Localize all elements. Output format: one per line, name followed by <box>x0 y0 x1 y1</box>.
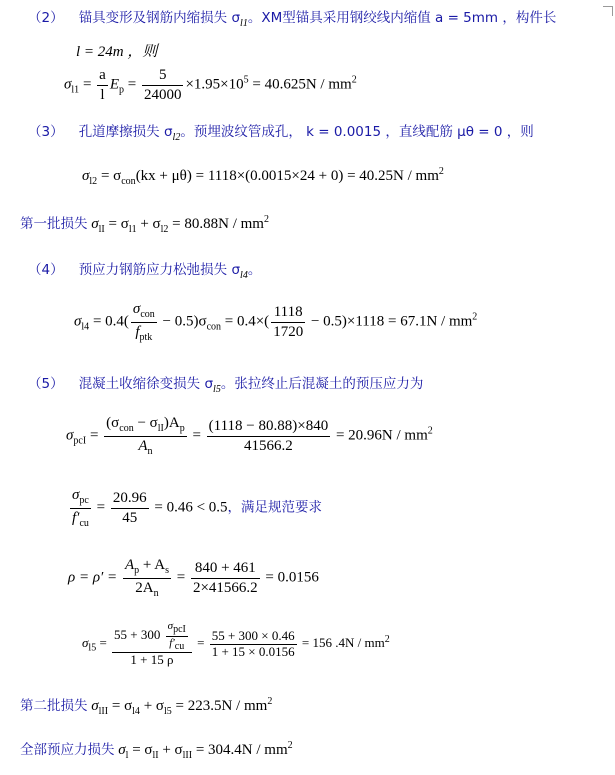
sec5-heading <box>28 372 423 395</box>
sec5-eq1: $\sigma_{pcI}$ = $\frac{(\sigma_{con} - \sigma_{lI})A_p}{A_n}$ = $\frac{(1118 - 80.88)\times 840}{41566.2}$ = $20.96N / mm^2$ <box>66 415 433 457</box>
sec2-eq-exp: 5 <box>243 74 249 86</box>
sec2-frac2-num: 5 <box>142 66 184 86</box>
sec4-frac1-den-sub: ptk <box>139 331 153 343</box>
sec4-heading <box>28 258 261 281</box>
batch2-label: 第二批损失 <box>20 698 88 714</box>
sec2-eq-result-sup: 2 <box>351 74 357 86</box>
sec3-text: 。预埋波纹管成孔， k = 0.0015 ，直线配筋 μθ = 0 ，则 <box>180 124 534 140</box>
total-sub3: lII <box>182 750 193 761</box>
sec2-eq-rest: ×1.95×10 <box>185 76 244 93</box>
sec5-eq1-lhs: σ <box>66 427 74 444</box>
batch1-line <box>20 212 269 235</box>
sec5-eq4-inner-frac <box>166 620 188 652</box>
sec5-eq3-frac1-num-mid: + A <box>139 557 166 573</box>
batch2-eq3: + σ <box>139 698 164 714</box>
sec2-frac2 <box>142 66 184 105</box>
sec5-eq3-result: = 0.0156 <box>261 569 319 586</box>
sec2-number: （2） <box>28 10 64 26</box>
sec5-eq2-frac2 <box>111 489 149 528</box>
sec2-eq-lhs-sub: l1 <box>71 84 80 96</box>
sec5-eq2-num: σ <box>72 487 80 503</box>
sec5-eq1-frac1-den-sub: n <box>147 445 153 457</box>
sec4-eq-a: = 0.4( <box>89 313 129 330</box>
sec5-eq3-frac2-den: 2×41566.2 <box>192 579 258 596</box>
sec5-eq3-frac1 <box>123 556 171 600</box>
total-line <box>20 738 293 761</box>
sec5-eq4-lhs: σ <box>82 635 89 651</box>
sec5-eq2-den-sub: cu <box>79 517 89 529</box>
batch1-sup: 2 <box>263 214 269 225</box>
sec3-eq-mid: = σ <box>97 168 122 184</box>
sec4-equation <box>74 300 477 344</box>
sec4-eq-c: = 0.4×( <box>221 313 270 330</box>
sec2-eq-lhs: σ <box>64 76 72 93</box>
sec5-eq1-frac1-num-sub1: con <box>119 423 134 434</box>
sec5-eq4-frac2-num: 55 + 300 × 0.46 <box>211 627 295 643</box>
sec2-frac1-den: l <box>100 86 105 103</box>
sec2-frac1-num: a <box>97 66 108 86</box>
sec5-eq1-frac1-num-sub3: p <box>179 423 185 434</box>
batch2-eq4: = 223.5N / mm <box>171 698 268 714</box>
sec5-eq2-frac2-den: 45 <box>122 509 138 526</box>
batch1-eq3: + σ <box>136 216 161 232</box>
sec5-eq3-frac1-num: A <box>124 557 135 573</box>
corner-mark <box>603 6 613 16</box>
sec5-eq1-frac2-num: (1118 − 80.88)×840 <box>207 417 331 437</box>
batch1-sub1: lI <box>98 224 105 235</box>
sec5-eq3-frac1-den-sub: n <box>153 587 159 599</box>
sec5-eq1-frac1-num-end: )A <box>163 415 180 431</box>
batch1-eq: σ <box>87 216 99 232</box>
sec2-equation <box>64 66 357 105</box>
sec2-title-sub: l1 <box>240 18 248 30</box>
total-eq2: = σ <box>128 742 153 758</box>
sec5-eq4-frac1 <box>112 620 192 668</box>
sec2-line2: l = 24m ，则 <box>76 44 158 60</box>
sec2-frac2-den: 24000 <box>143 86 182 103</box>
total-sub2: lI <box>152 750 159 761</box>
sec5-text: 。张拉终止后混凝土的预压应力为 <box>220 376 424 392</box>
sec4-eq-d: − 0.5)×1118 = 67.1N / mm <box>307 313 473 330</box>
batch1-eq2: = σ <box>104 216 129 232</box>
sec5-eq3-frac1-num-sub1: p <box>134 565 140 576</box>
sec2-heading <box>28 6 556 29</box>
sec2-text: 。XM型锚具采用钢绞线内缩值 a = 5mm ，构件长 <box>247 10 557 26</box>
sec5-title: 混凝土收缩徐变损失 σ <box>78 376 214 392</box>
sec5-title-sub: l5 <box>213 384 221 396</box>
sec4-title: 预应力钢筋应力松弛损失 σ <box>78 262 241 278</box>
batch2-sub2: l4 <box>132 706 140 717</box>
sec5-eq1-frac1-num: (σ <box>106 415 120 431</box>
sec2-eq-E-sub: p <box>119 84 124 96</box>
sec5-eq1-frac1-den: A <box>138 437 148 454</box>
sec5-eq3-frac1-num-sub2: s <box>165 565 169 576</box>
sec4-frac1-den: f <box>135 323 140 340</box>
sec4-title-sub: l4 <box>240 270 248 282</box>
batch2-sup: 2 <box>267 696 273 707</box>
sec5-eq2-den: f′ <box>72 509 80 526</box>
sec2-frac1 <box>97 66 108 105</box>
sec5-eq2-text: ，满足规范要求 <box>227 499 323 516</box>
sec5-eq2-frac2-num: 20.96 <box>111 489 149 509</box>
batch1-eq4: = 80.88N / mm <box>168 216 264 232</box>
sec3-eq-rest: (kx + μθ) = 1118×(0.0015×24 + 0) = 40.25N / mm <box>135 168 439 184</box>
total-eq3: + σ <box>158 742 183 758</box>
sec5-eq4: $\sigma_{l5}$ = 55 + 300 $\frac{\sigma_{pcI}}{f'_{cu}}$ 1 + 15 ρ = $\frac{55 + 300 \times 0.46}{1 + 15 \times 0.0156}$ = 156 $.4N / mm^2$ <box>82 620 390 668</box>
total-eq: σ <box>114 742 126 758</box>
total-sub1: l <box>125 750 129 761</box>
sec5-eq4-result: = 156 .4N / mm <box>298 635 385 651</box>
sec5-eq3-frac2-num: 840 + 461 <box>191 559 260 579</box>
sec5-eq3: ρ = ρ′ = $\frac{A_p + A_s}{2A_n}$ = $\frac{840 + 461}{2\times 41566.2}$ = 0.0156 <box>68 557 319 599</box>
sec5-eq4-frac2 <box>210 629 297 660</box>
sec4-frac2-den: 1720 <box>273 323 304 340</box>
sec4-number: （4） <box>28 262 64 278</box>
sec4-eq-lhs: σ <box>74 313 82 330</box>
sec4-frac1 <box>131 300 157 344</box>
sec5-eq1-sup: 2 <box>427 425 433 437</box>
batch2-sub1: lII <box>98 706 109 717</box>
sec3-eq-lhs-sub: l2 <box>89 176 98 187</box>
sec5-eq3-frac2 <box>191 559 260 598</box>
sec2-eq-result: = 40.625N / mm <box>248 76 352 93</box>
sec5-eq4-inner-den: f′ <box>169 636 175 649</box>
sec5-eq4-den: 1 + 15 ρ <box>130 652 174 668</box>
sec5-eq1-frac1-num-sub2: lI <box>157 423 164 434</box>
batch2-line <box>20 694 272 717</box>
sec4-title-end: 。 <box>247 262 262 278</box>
batch2-sub3: l5 <box>163 706 172 717</box>
sec5-number: （5） <box>28 376 64 392</box>
sec3-title-sub: l2 <box>172 132 181 144</box>
sec4-frac1-num-sub: con <box>140 309 155 320</box>
sec4-eq-sup: 2 <box>472 311 478 323</box>
sec5-eq2-num-sub: pc <box>79 495 89 506</box>
total-label: 全部预应力损失 <box>20 742 115 758</box>
sec4-frac1-num: σ <box>132 301 141 317</box>
sec2-eq-E: E <box>109 76 119 93</box>
sec4-frac2 <box>271 303 305 342</box>
batch1-sub2: l1 <box>128 224 137 235</box>
sec3-heading <box>28 120 534 143</box>
batch2-eq2: = σ <box>108 698 133 714</box>
sec5-eq2-result: = 0.46 < 0.5 <box>150 499 228 516</box>
sec3-eq-lhs: σ <box>82 168 90 184</box>
sec5-eq4-num-a: 55 + 300 <box>114 627 164 643</box>
total-sup: 2 <box>287 740 293 751</box>
sec5-eq4-inner-num: σ <box>167 620 174 632</box>
sec3-eq-sup: 2 <box>438 166 444 177</box>
sec5-eq1-lhs-sub: pcI <box>73 435 87 447</box>
batch2-eq: σ <box>87 698 99 714</box>
sec3-eq-mid-sub: con <box>121 176 136 187</box>
sec5-eq4-inner-num-sub: pcI <box>173 624 186 636</box>
sec5-eq2: $\frac{\sigma_{pc}}{f'_{cu}}$ = $\frac{20.96}{45}$ = 0.46 < 0.5，满足规范要求 <box>72 487 323 529</box>
sec5-eq4-lhs-sub: l5 <box>88 642 97 654</box>
sec5-eq3-frac1-den: 2A <box>135 579 154 596</box>
sec2-title: 锚具变形及钢筋内缩损失 σ <box>78 10 241 26</box>
sec2-eq-eq2: = <box>124 76 140 93</box>
sec2-eq-eq1: = <box>79 76 96 93</box>
sec4-frac2-num: 1118 <box>271 303 305 323</box>
total-eq4: = 304.4N / mm <box>192 742 288 758</box>
sec5-eq1-frac2 <box>207 417 331 456</box>
sec5-eq4-frac2-den: 1 + 15 × 0.0156 <box>211 643 295 659</box>
sec5-eq1-result: = 20.96N / mm <box>332 427 428 444</box>
batch1-sub3: l2 <box>160 224 169 235</box>
sec3-number: （3） <box>28 124 64 140</box>
sec4-eq-lhs-sub: l4 <box>81 321 90 333</box>
sec5-eq4-sup: 2 <box>384 633 390 645</box>
sec5-eq2-frac1 <box>70 486 91 530</box>
sec5-eq1-frac1-num-mid: − σ <box>133 415 158 431</box>
sec3-equation <box>82 166 444 187</box>
sec4-eq-b-sub: con <box>206 321 222 333</box>
sec3-title: 孔道摩擦损失 σ <box>78 124 173 140</box>
sec5-eq3-lhs: ρ = ρ′ = <box>68 569 121 586</box>
sec5-eq4-inner-den-sub: cu <box>174 640 185 652</box>
sec5-eq1-frac1 <box>104 414 187 458</box>
sec5-eq1-frac2-den: 41566.2 <box>244 437 293 454</box>
batch1-label: 第一批损失 <box>20 216 88 232</box>
sec4-eq-b: − 0.5)σ <box>158 313 207 330</box>
